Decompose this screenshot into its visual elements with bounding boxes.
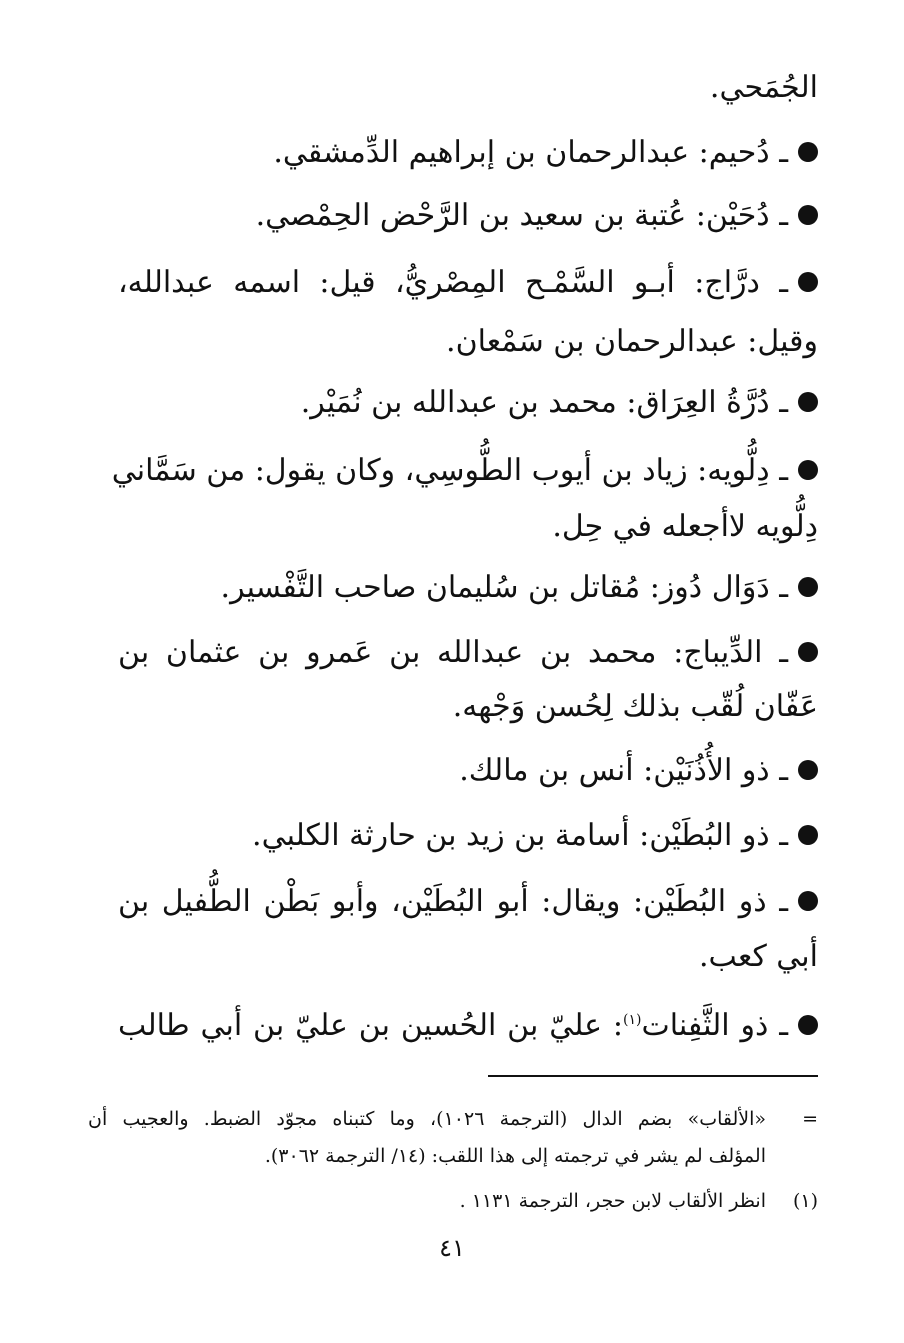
bullet-icon: [798, 1015, 818, 1035]
list-item: ـ ذو البُطَيْن: ويقال: أبو البُطَيْن، وأبو بَطْن الطُّفيل بن: [118, 882, 818, 922]
list-item: ـ ذو البُطَيْن: أسامة بن زيد بن حارثة الكلبي.: [118, 816, 818, 856]
bullet-icon: [798, 577, 818, 597]
bullet-icon: [798, 760, 818, 780]
bullet-icon: [798, 825, 818, 845]
list-item: ـ دُحيم: عبدالرحمان بن إبراهيم الدِّمشقي.: [118, 133, 818, 173]
list-item: ـ دَوَال دُوز: مُقاتل بن سُليمان صاحب التَّفْسير.: [118, 568, 818, 608]
list-item: ـ دُحَيْن: عُتبة بن سعيد بن الرَّحْض الحِمْصي.: [118, 196, 818, 236]
footnote-1: (١)انظر الألقاب لابن حجر، الترجمة ١١٣١ .: [88, 1185, 818, 1217]
bullet-icon: [798, 272, 818, 292]
bullet-icon: [798, 642, 818, 662]
bullet-icon: [798, 392, 818, 412]
entry-continuation: الجُمَحي.: [709, 70, 818, 105]
list-item-continuation: دِلُّويه لاأجعله في حِل.: [552, 509, 818, 544]
list-item: ـ دِلُّويه: زياد بن أيوب الطُّوسِي، وكان يقول: من سَمَّاني: [118, 451, 818, 491]
bullet-icon: [798, 891, 818, 911]
list-item: ـ درَّاج: أبـو السَّمْـح المِصْريُّ، قيل: اسمه عبدالله،: [118, 263, 818, 303]
list-item: ـ ذو الثَّفِنات$^{(١)}$: عليّ بن الحُسين بن عليّ بن أبي طالب: [118, 1000, 818, 1046]
list-item-continuation: وقيل: عبدالرحمان بن سَمْعان.: [446, 324, 818, 359]
footnote-number: (١): [792, 1190, 818, 1212]
footnote-continuation-line: المؤلف لم يشر في ترجمته إلى هذا اللقب: (١٤/ الترجمة ٣٠٦٢).: [264, 1145, 766, 1167]
continuation-marker: =: [802, 1108, 819, 1130]
bullet-icon: [798, 205, 818, 225]
list-item: ـ الدِّيباج: محمد بن عبدالله بن عَمرو بن عثمان بن: [118, 633, 818, 673]
list-item: ـ دُرَّةُ العِرَاق: محمد بن عبدالله بن نُمَيْر.: [118, 383, 818, 423]
bullet-icon: [798, 460, 818, 480]
list-item: ـ ذو الأُذُنَيْن: أنس بن مالك.: [118, 751, 818, 791]
list-item-continuation: أبي كعب.: [699, 939, 818, 974]
footnote-continuation-line: =«الألقاب» بضم الدال (الترجمة ١٠٢٦)، وما كتبناه مجوّد الضبط. والعجيب أن: [88, 1103, 818, 1135]
footnote-reference: (١): [623, 1012, 642, 1028]
page-number: ٤١: [439, 1234, 465, 1262]
bullet-icon: [798, 142, 818, 162]
list-item-continuation: عَفّان لُقّب بذلك لِحُسن وَجْهه.: [452, 689, 818, 724]
footnote-divider: [488, 1075, 818, 1077]
